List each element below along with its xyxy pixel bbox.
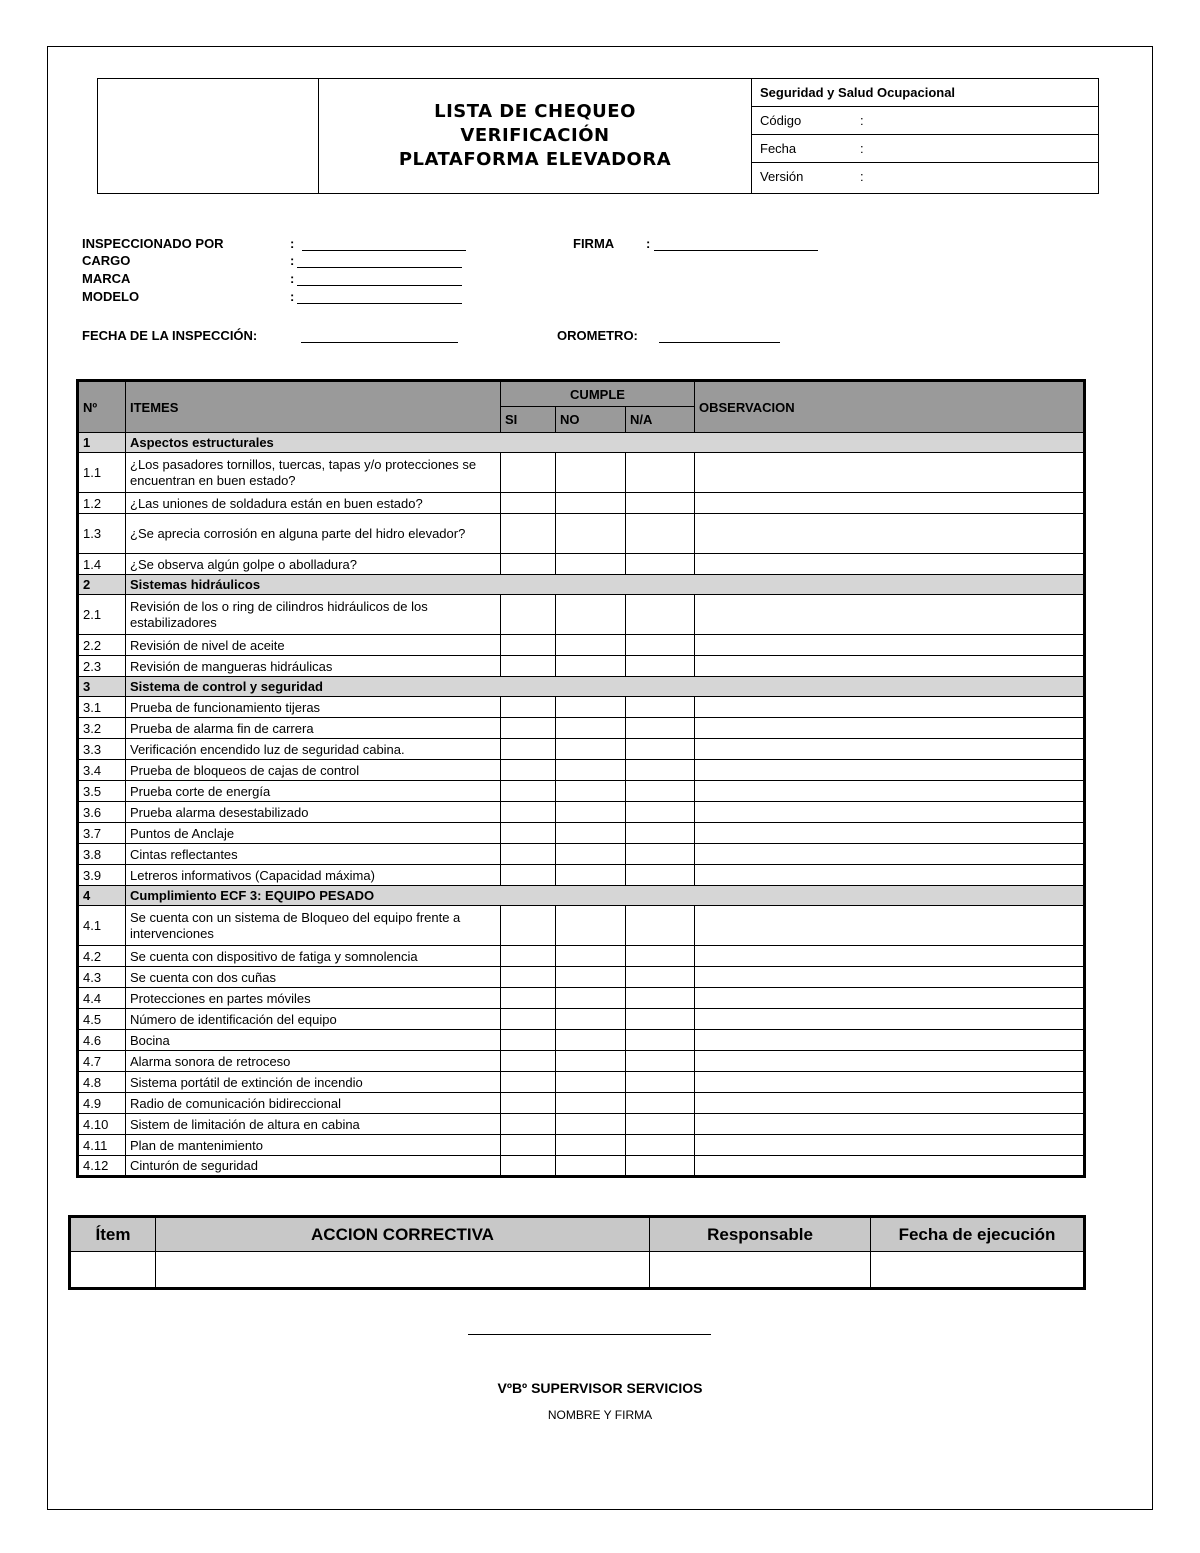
item-number: 4.5 <box>78 1009 126 1030</box>
inspeccionado-line[interactable] <box>302 250 466 251</box>
department-label: Seguridad y Salud Ocupacional <box>752 79 1098 107</box>
cargo-label: CARGO <box>82 253 131 268</box>
table-row <box>78 1135 1085 1156</box>
section-number: 3 <box>78 677 126 697</box>
table-row <box>78 697 1085 718</box>
meta-sep: : <box>860 141 864 156</box>
check-na-cell[interactable] <box>626 1156 695 1177</box>
meta-row-version <box>752 163 1098 193</box>
check-si-cell[interactable] <box>501 697 556 718</box>
check-na-cell[interactable] <box>626 781 695 802</box>
item-number: 4.9 <box>78 1093 126 1114</box>
section-row <box>78 575 1085 595</box>
logo-area <box>98 79 319 193</box>
check-si-cell[interactable] <box>501 493 556 514</box>
item-text: Número de identificación del equipo <box>126 1009 501 1030</box>
observation-cell[interactable] <box>695 906 1085 946</box>
item-number: 4.7 <box>78 1051 126 1072</box>
check-no-cell[interactable] <box>556 1156 626 1177</box>
item-text: ¿Los pasadores tornillos, tuercas, tapas y/o protecciones se encuentran en buen estado? <box>126 453 501 493</box>
check-na-cell[interactable] <box>626 453 695 493</box>
item-number: 4.6 <box>78 1030 126 1051</box>
check-na-cell[interactable] <box>626 946 695 967</box>
check-si-cell[interactable] <box>501 1009 556 1030</box>
check-no-cell[interactable] <box>556 595 626 635</box>
check-si-cell[interactable] <box>501 718 556 739</box>
check-na-cell[interactable] <box>626 739 695 760</box>
inspeccionado-label: INSPECCIONADO POR <box>82 236 224 251</box>
check-na-cell[interactable] <box>626 493 695 514</box>
check-si-cell[interactable] <box>501 514 556 554</box>
observation-cell[interactable] <box>695 1030 1085 1051</box>
item-text: Se cuenta con dispositivo de fatiga y somnolencia <box>126 946 501 967</box>
item-text: Revisión de los o ring de cilindros hidráulicos de los estabilizadores <box>126 595 501 635</box>
check-no-cell[interactable] <box>556 946 626 967</box>
table-row <box>78 595 1085 635</box>
check-na-cell[interactable] <box>626 823 695 844</box>
item-text: Sistem de limitación de altura en cabina <box>126 1114 501 1135</box>
col-num-header: Nº <box>78 381 126 433</box>
document-title <box>319 79 752 193</box>
check-no-cell[interactable] <box>556 906 626 946</box>
signature-line[interactable] <box>468 1334 711 1335</box>
title-line-2: VERIFICACIÓN <box>460 125 610 146</box>
observation-cell[interactable] <box>695 554 1085 575</box>
ca-responsable-header: Responsable <box>650 1217 871 1252</box>
item-text: Letreros informativos (Capacidad máxima) <box>126 865 501 886</box>
ca-date-header: Fecha de ejecución <box>871 1217 1085 1252</box>
check-si-cell[interactable] <box>501 760 556 781</box>
check-si-cell[interactable] <box>501 906 556 946</box>
item-number: 4.10 <box>78 1114 126 1135</box>
item-text: ¿Se aprecia corrosión en alguna parte del hidro elevador? <box>126 514 501 554</box>
item-number: 3.4 <box>78 760 126 781</box>
checklist-table <box>76 379 1086 1178</box>
check-na-cell[interactable] <box>626 1072 695 1093</box>
check-na-cell[interactable] <box>626 760 695 781</box>
table-row <box>78 1156 1085 1177</box>
item-text: Cinturón de seguridad <box>126 1156 501 1177</box>
table-row <box>78 946 1085 967</box>
item-number: 3.1 <box>78 697 126 718</box>
item-text: Prueba corte de energía <box>126 781 501 802</box>
check-no-cell[interactable] <box>556 823 626 844</box>
check-no-cell[interactable] <box>556 453 626 493</box>
check-no-cell[interactable] <box>556 988 626 1009</box>
col-obs-header: OBSERVACION <box>695 381 1085 433</box>
check-si-cell[interactable] <box>501 1156 556 1177</box>
item-text: Radio de comunicación bidireccional <box>126 1093 501 1114</box>
check-na-cell[interactable] <box>626 1030 695 1051</box>
check-no-cell[interactable] <box>556 656 626 677</box>
item-text: ¿Las uniones de soldadura están en buen estado? <box>126 493 501 514</box>
item-text: Prueba de alarma fin de carrera <box>126 718 501 739</box>
modelo-colon: : <box>290 289 295 304</box>
observation-cell[interactable] <box>695 1114 1085 1135</box>
check-si-cell[interactable] <box>501 595 556 635</box>
observation-cell[interactable] <box>695 453 1085 493</box>
observation-cell[interactable] <box>695 697 1085 718</box>
ca-action-header: ACCION CORRECTIVA <box>156 1217 650 1252</box>
col-si-header: SI <box>501 407 556 433</box>
item-number: 3.8 <box>78 844 126 865</box>
fecha-inspeccion-label: FECHA DE LA INSPECCIÓN: <box>82 328 258 343</box>
check-na-cell[interactable] <box>626 1051 695 1072</box>
table-row <box>78 988 1085 1009</box>
table-row <box>78 718 1085 739</box>
observation-cell[interactable] <box>695 781 1085 802</box>
check-si-cell[interactable] <box>501 844 556 865</box>
check-na-cell[interactable] <box>626 1135 695 1156</box>
table-row <box>78 554 1085 575</box>
table-row <box>78 493 1085 514</box>
observation-cell[interactable] <box>695 988 1085 1009</box>
check-na-cell[interactable] <box>626 865 695 886</box>
item-text: Puntos de Anclaje <box>126 823 501 844</box>
observation-cell[interactable] <box>695 823 1085 844</box>
check-si-cell[interactable] <box>501 1135 556 1156</box>
check-si-cell[interactable] <box>501 1114 556 1135</box>
document-header <box>97 78 1099 194</box>
check-no-cell[interactable] <box>556 493 626 514</box>
ca-item-cell[interactable] <box>70 1252 156 1289</box>
item-number: 1.4 <box>78 554 126 575</box>
check-no-cell[interactable] <box>556 635 626 656</box>
orometro-line[interactable] <box>659 342 780 343</box>
title-line-3: PLATAFORMA ELEVADORA <box>398 149 672 170</box>
table-row <box>78 967 1085 988</box>
check-si-cell[interactable] <box>501 656 556 677</box>
meta-sep: : <box>860 113 864 128</box>
item-number: 3.5 <box>78 781 126 802</box>
ca-item-header: Ítem <box>70 1217 156 1252</box>
check-no-cell[interactable] <box>556 781 626 802</box>
col-na-header: N/A <box>626 407 695 433</box>
item-text: Se cuenta con un sistema de Bloqueo del equipo frente a intervenciones <box>126 906 501 946</box>
table-row <box>78 1072 1085 1093</box>
check-si-cell[interactable] <box>501 453 556 493</box>
item-text: Prueba de bloqueos de cajas de control <box>126 760 501 781</box>
section-row <box>78 433 1085 453</box>
check-na-cell[interactable] <box>626 1093 695 1114</box>
observation-cell[interactable] <box>695 760 1085 781</box>
check-si-cell[interactable] <box>501 865 556 886</box>
observation-cell[interactable] <box>695 635 1085 656</box>
check-na-cell[interactable] <box>626 635 695 656</box>
section-number: 1 <box>78 433 126 453</box>
ca-date-cell[interactable] <box>871 1252 1085 1289</box>
table-row <box>78 1093 1085 1114</box>
item-text: Verificación encendido luz de seguridad cabina. <box>126 739 501 760</box>
item-text: Se cuenta con dos cuñas <box>126 967 501 988</box>
meta-label: Código <box>760 113 802 128</box>
firma-colon: : <box>646 236 651 251</box>
observation-cell[interactable] <box>695 1156 1085 1177</box>
cargo-colon: : <box>290 253 295 268</box>
corrective-action-table <box>68 1215 1086 1290</box>
check-no-cell[interactable] <box>556 802 626 823</box>
item-number: 3.7 <box>78 823 126 844</box>
inspeccionado-colon: : <box>290 236 295 251</box>
check-si-cell[interactable] <box>501 1030 556 1051</box>
col-items-header: ITEMES <box>126 381 501 433</box>
item-text: Alarma sonora de retroceso <box>126 1051 501 1072</box>
modelo-line[interactable] <box>297 303 462 304</box>
marca-label: MARCA <box>82 271 131 286</box>
ca-action-cell[interactable] <box>156 1252 650 1289</box>
check-si-cell[interactable] <box>501 635 556 656</box>
table-row <box>78 635 1085 656</box>
check-si-cell[interactable] <box>501 802 556 823</box>
observation-cell[interactable] <box>695 1093 1085 1114</box>
check-no-cell[interactable] <box>556 1030 626 1051</box>
check-si-cell[interactable] <box>501 967 556 988</box>
col-cumple-header: CUMPLE <box>501 381 695 407</box>
item-number: 4.1 <box>78 906 126 946</box>
observation-cell[interactable] <box>695 718 1085 739</box>
table-row <box>78 1051 1085 1072</box>
table-row <box>78 1009 1085 1030</box>
check-no-cell[interactable] <box>556 718 626 739</box>
observation-cell[interactable] <box>695 493 1085 514</box>
item-number: 3.9 <box>78 865 126 886</box>
item-number: 2.1 <box>78 595 126 635</box>
item-text: Prueba de funcionamiento tijeras <box>126 697 501 718</box>
check-si-cell[interactable] <box>501 988 556 1009</box>
observation-cell[interactable] <box>695 656 1085 677</box>
check-si-cell[interactable] <box>501 554 556 575</box>
observation-cell[interactable] <box>695 1009 1085 1030</box>
table-row <box>78 453 1085 493</box>
item-number: 4.3 <box>78 967 126 988</box>
item-text: Revisión de nivel de aceite <box>126 635 501 656</box>
observation-cell[interactable] <box>695 1051 1085 1072</box>
check-no-cell[interactable] <box>556 1072 626 1093</box>
table-row <box>78 823 1085 844</box>
item-text: Cintas reflectantes <box>126 844 501 865</box>
check-no-cell[interactable] <box>556 1009 626 1030</box>
check-no-cell[interactable] <box>556 1135 626 1156</box>
observation-cell[interactable] <box>695 946 1085 967</box>
check-si-cell[interactable] <box>501 823 556 844</box>
table-row <box>78 656 1085 677</box>
check-na-cell[interactable] <box>626 554 695 575</box>
check-no-cell[interactable] <box>556 739 626 760</box>
observation-cell[interactable] <box>695 1135 1085 1156</box>
check-na-cell[interactable] <box>626 718 695 739</box>
check-na-cell[interactable] <box>626 967 695 988</box>
check-na-cell[interactable] <box>626 1009 695 1030</box>
col-no-header: NO <box>556 407 626 433</box>
document-meta <box>752 79 1098 193</box>
observation-cell[interactable] <box>695 595 1085 635</box>
meta-sep: : <box>860 169 864 184</box>
meta-row-fecha <box>752 135 1098 163</box>
item-text: Plan de mantenimiento <box>126 1135 501 1156</box>
check-si-cell[interactable] <box>501 946 556 967</box>
table-row <box>78 514 1085 554</box>
observation-cell[interactable] <box>695 967 1085 988</box>
item-number: 4.4 <box>78 988 126 1009</box>
check-si-cell[interactable] <box>501 1072 556 1093</box>
check-no-cell[interactable] <box>556 1093 626 1114</box>
section-title: Aspectos estructurales <box>126 433 1085 453</box>
item-number: 1.2 <box>78 493 126 514</box>
check-no-cell[interactable] <box>556 844 626 865</box>
check-na-cell[interactable] <box>626 595 695 635</box>
item-number: 2.2 <box>78 635 126 656</box>
observation-cell[interactable] <box>695 1072 1085 1093</box>
signature-title: VºBº SUPERVISOR SERVICIOS <box>497 1380 703 1396</box>
check-na-cell[interactable] <box>626 802 695 823</box>
signature-subtitle: NOMBRE Y FIRMA <box>547 1408 653 1422</box>
fecha-inspeccion-line[interactable] <box>301 342 458 343</box>
title-line-1: LISTA DE CHEQUEO <box>434 101 636 122</box>
firma-line[interactable] <box>654 250 818 251</box>
section-title: Cumplimiento ECF 3: EQUIPO PESADO <box>126 886 1085 906</box>
table-row <box>78 781 1085 802</box>
observation-cell[interactable] <box>695 844 1085 865</box>
section-row <box>78 677 1085 697</box>
check-si-cell[interactable] <box>501 781 556 802</box>
check-na-cell[interactable] <box>626 656 695 677</box>
section-title: Sistema de control y seguridad <box>126 677 1085 697</box>
observation-cell[interactable] <box>695 865 1085 886</box>
ca-responsable-cell[interactable] <box>650 1252 871 1289</box>
check-na-cell[interactable] <box>626 844 695 865</box>
check-si-cell[interactable] <box>501 1093 556 1114</box>
table-row <box>78 739 1085 760</box>
table-row <box>78 1030 1085 1051</box>
item-number: 4.2 <box>78 946 126 967</box>
section-number: 4 <box>78 886 126 906</box>
check-no-cell[interactable] <box>556 1051 626 1072</box>
item-number: 4.11 <box>78 1135 126 1156</box>
check-no-cell[interactable] <box>556 697 626 718</box>
check-na-cell[interactable] <box>626 697 695 718</box>
check-na-cell[interactable] <box>626 1114 695 1135</box>
table-row <box>78 760 1085 781</box>
item-text: Protecciones en partes móviles <box>126 988 501 1009</box>
check-no-cell[interactable] <box>556 967 626 988</box>
check-no-cell[interactable] <box>556 554 626 575</box>
table-row <box>78 906 1085 946</box>
meta-label: Fecha <box>760 141 797 156</box>
marca-line[interactable] <box>297 285 462 286</box>
meta-row-codigo <box>752 107 1098 135</box>
item-text: ¿Se observa algún golpe o abolladura? <box>126 554 501 575</box>
section-row <box>78 886 1085 906</box>
observation-cell[interactable] <box>695 739 1085 760</box>
orometro-label: OROMETRO: <box>557 328 638 343</box>
item-number: 3.6 <box>78 802 126 823</box>
check-no-cell[interactable] <box>556 1114 626 1135</box>
table-row <box>78 802 1085 823</box>
item-number: 3.3 <box>78 739 126 760</box>
modelo-label: MODELO <box>82 289 140 304</box>
checklist-body <box>78 433 1085 1177</box>
check-no-cell[interactable] <box>556 865 626 886</box>
marca-colon: : <box>290 271 295 286</box>
check-na-cell[interactable] <box>626 906 695 946</box>
table-row <box>78 844 1085 865</box>
item-number: 2.3 <box>78 656 126 677</box>
item-number: 4.12 <box>78 1156 126 1177</box>
cargo-line[interactable] <box>297 267 462 268</box>
check-no-cell[interactable] <box>556 514 626 554</box>
check-na-cell[interactable] <box>626 514 695 554</box>
check-si-cell[interactable] <box>501 1051 556 1072</box>
firma-label: FIRMA <box>573 236 615 251</box>
item-text: Bocina <box>126 1030 501 1051</box>
check-na-cell[interactable] <box>626 988 695 1009</box>
item-number: 1.3 <box>78 514 126 554</box>
meta-label: Versión <box>760 169 804 184</box>
item-number: 1.1 <box>78 453 126 493</box>
table-row <box>78 1114 1085 1135</box>
item-text: Sistema portátil de extinción de incendio <box>126 1072 501 1093</box>
section-title: Sistemas hidráulicos <box>126 575 1085 595</box>
table-row <box>78 865 1085 886</box>
item-text: Revisión de mangueras hidráulicas <box>126 656 501 677</box>
item-number: 4.8 <box>78 1072 126 1093</box>
item-number: 3.2 <box>78 718 126 739</box>
check-no-cell[interactable] <box>556 760 626 781</box>
check-si-cell[interactable] <box>501 739 556 760</box>
section-number: 2 <box>78 575 126 595</box>
observation-cell[interactable] <box>695 514 1085 554</box>
observation-cell[interactable] <box>695 802 1085 823</box>
item-text: Prueba alarma desestabilizado <box>126 802 501 823</box>
